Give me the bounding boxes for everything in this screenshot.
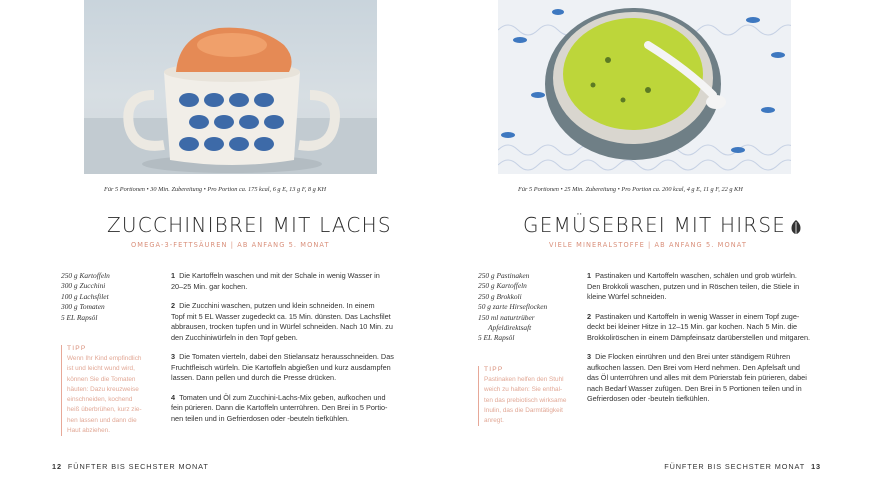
step-line: aufkochen lassen. Den Brei vom Herd nehmen. Den Apfelsaft und [587, 362, 800, 372]
step-line: Die Flocken einrühren und den Brei unter ständigem Rühren [595, 352, 791, 361]
step-line: Die Tomaten vierteln, dabei den Stielansatz herausschneiden. Das [179, 352, 394, 361]
bowl-illustration [498, 0, 791, 174]
ingredient-item: 5 EL Rapsöl [478, 333, 515, 343]
tip-line: heiß überbrühen, kurz zie- [67, 406, 142, 414]
tip-line: Inulin, das die Darmtätigkeit [484, 406, 563, 414]
ingredient-item: 300 g Tomaten [61, 302, 105, 312]
step-line: Den Brokkoli waschen, putzen und in Röschen teilen, die Stiele in [587, 281, 800, 291]
recipe-subtitle: OMEGA-3-FETTSÄUREN | AB ANFANG 5. MONAT [131, 241, 330, 249]
mug-illustration [84, 0, 377, 174]
method-step [171, 301, 403, 343]
step-line: Tomaten und Öl zum Zucchini-Lachs-Mix geben, aufkochen und [179, 392, 386, 402]
tip-heading: TIPP [67, 345, 87, 352]
ingredient-item: 250 g Pastinaken [478, 271, 530, 280]
recipe-meta-caption: Für 5 Portionen • 25 Min. Zubereitung • Pro Portion ca. 200 kcal, 4 g E, 11 g F, 22 g KH [518, 186, 743, 193]
method-step [587, 271, 819, 303]
step-number: 4 [171, 392, 176, 402]
ingredient-item: Apfeldirektsaft [488, 323, 532, 333]
ingredient-item: 250 g Kartoffeln [478, 281, 527, 291]
tip-text [67, 354, 153, 436]
method-step [171, 352, 403, 384]
step-line: den Zucchiniwürfeln in den Topf geben. [171, 332, 298, 342]
step-line: Die Zucchini waschen, putzen und klein schneiden. In einem [179, 301, 375, 310]
recipe-title-wrap [523, 213, 802, 237]
step-line: Fruchtfleisch würfeln. Die Kartoffeln abgießen und kurz ausdampfen [171, 362, 391, 372]
page-footer [46, 462, 209, 471]
step-line: lassen. Dann pellen und durch die Presse drücken. [171, 373, 337, 382]
ingredient-item: 250 g Brokkoli [478, 291, 522, 301]
tip-line: anregt. [484, 417, 504, 425]
method-step [587, 352, 819, 405]
ingredient-item: 50 g zarte Hirseflocken [478, 302, 548, 312]
tip-text [484, 375, 576, 426]
step-line: Pastinaken und Kartoffeln in wenig Wasser in einem Topf zuge- [595, 311, 800, 321]
tip-box [61, 345, 153, 436]
step-line: fein pürieren. Dann die Kartoffeln unterrühren. Den Brei in 5 Portio- [171, 403, 388, 412]
photo-vegetable-bowl [498, 0, 791, 174]
method-steps [587, 271, 819, 414]
tip-line: Wenn Ihr Kind empfindlich [67, 355, 142, 362]
step-line: Die Kartoffeln waschen und mit der Schale in wenig Wasser in [179, 271, 380, 280]
recipe-subtitle: VIELE MINERALSTOFFE | AB ANFANG 5. MONAT [549, 241, 747, 249]
ingredient-item: 150 ml naturtrüber [478, 312, 535, 322]
method-step [587, 312, 819, 344]
step-number: 1 [587, 271, 592, 280]
page-footer [664, 462, 827, 471]
step-line: nen teilen und in Gefrierdosen oder -beuteln tiefkühlen. [171, 413, 350, 423]
leaf-icon [790, 219, 802, 235]
tip-line: ist und leicht wund wird, [67, 365, 135, 373]
page-number: 12 [52, 462, 62, 471]
step-number: 3 [587, 352, 592, 361]
step-number: 3 [171, 352, 176, 361]
tip-line: ten das prebiotisch wirksame [484, 396, 567, 404]
tip-line: weich zu halten: Sie enthal- [484, 386, 563, 394]
step-line: Gefrierdosen oder -beuteln tiefkühlen. [587, 394, 710, 403]
tip-heading: TIPP [484, 366, 504, 373]
tip-line: einschneiden, kochend [67, 396, 133, 404]
step-line: kleine Würfel schneiden. [587, 292, 667, 301]
method-step [171, 271, 403, 292]
running-footer: FÜNFTER BIS SECHSTER MONAT [664, 462, 806, 471]
ingredient-list [478, 271, 547, 344]
tip-line: Haut abziehen. [67, 427, 110, 435]
ingredient-item: 100 g Lachsfilet [61, 291, 109, 301]
step-line: Pastinaken und Kartoffeln waschen, schälen und grob würfeln. [595, 271, 797, 280]
step-line: abbrausen, trocken tupfen und in Würfel schneiden. Nach 10 Min. zu [171, 322, 393, 331]
step-number: 2 [171, 301, 176, 310]
step-number: 2 [587, 311, 592, 321]
tip-line: hen lassen und dann die [67, 416, 137, 424]
step-line: das Öl unterrühren und alles mit dem Pürierstab fein pürieren, dabei [587, 373, 807, 382]
method-steps [171, 271, 403, 433]
step-line: Brokkoliröschen in einem Dämpfeinsatz darüberstellen und mitgaren. [587, 332, 811, 342]
recipe-meta-caption: Für 5 Portionen • 30 Min. Zubereitung • Pro Portion ca. 175 kcal, 6 g E, 13 g F, 8 g KH [104, 186, 327, 193]
recipe-title: ZUCCHINIBREI MIT LACHS [107, 213, 392, 237]
step-line: nach Bedarf Wasser zufügen. Den Brei in 5 Portionen teilen und in [587, 383, 802, 393]
tip-line: häuten: Dazu kreuzweise [67, 385, 139, 393]
recipe-title: GEMÜSEBREI MIT HIRSE [523, 213, 787, 237]
step-line: Topf mit 5 EL Wasser zugedeckt ca. 15 Min. dünsten. Das Lachsfilet [171, 311, 391, 321]
ingredient-list [61, 271, 110, 323]
ingredient-item: 5 EL Rapsöl [61, 312, 98, 322]
ingredient-item: 300 g Zucchini [61, 281, 106, 291]
step-number: 1 [171, 271, 176, 280]
step-line: 20–25 Min. gar kochen. [171, 281, 248, 291]
tip-box [478, 366, 576, 426]
photo-zucchini-mug [84, 0, 377, 174]
tip-line: können Sie die Tomaten [67, 375, 136, 383]
method-step [171, 393, 403, 425]
step-line: deckt bei kleiner Hitze in 12–15 Min. gar kochen. Nach 5 Min. die [587, 322, 798, 331]
page-number: 13 [811, 462, 821, 471]
running-footer: FÜNFTER BIS SECHSTER MONAT [67, 462, 209, 471]
ingredient-item: 250 g Kartoffeln [61, 271, 110, 280]
right-page [435, 0, 870, 489]
tip-line: Pastinaken helfen den Stuhl [484, 376, 564, 383]
